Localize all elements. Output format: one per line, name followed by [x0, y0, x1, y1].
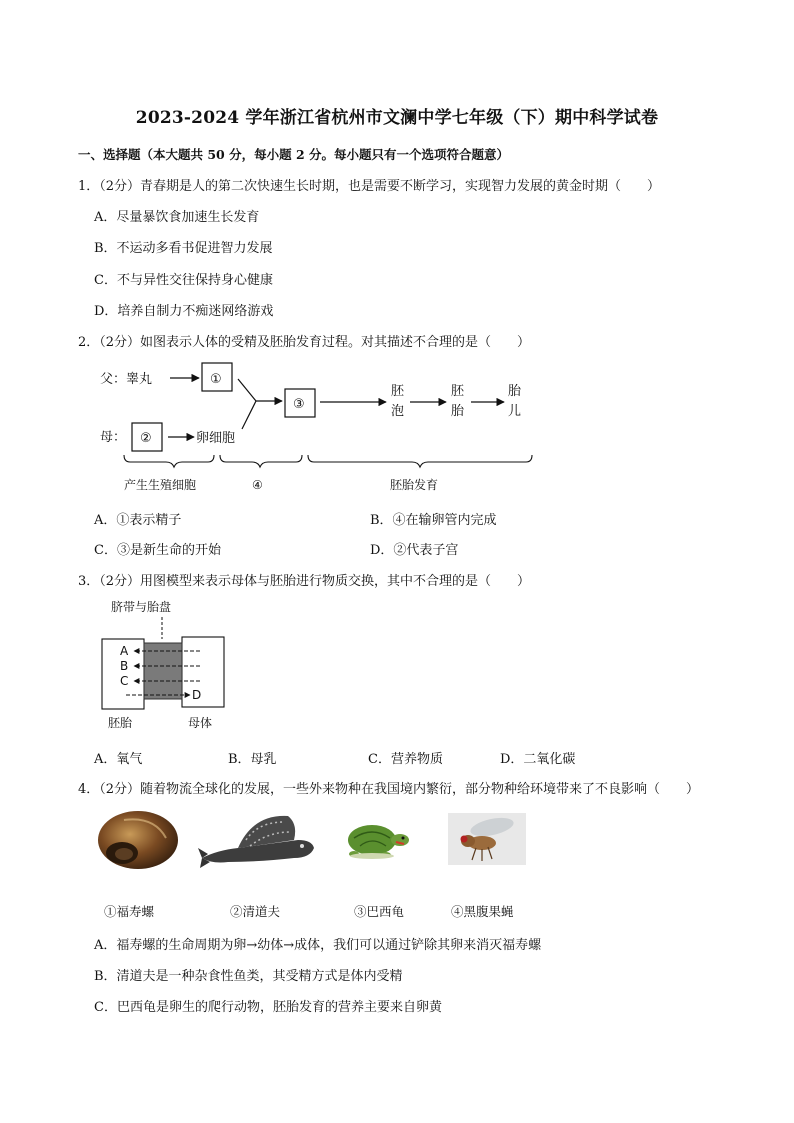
red-eared-slider-image	[340, 818, 410, 864]
fetus-label-1: 胎	[508, 384, 522, 399]
fetus-label-2: 儿	[508, 404, 522, 419]
question-3-option-a[interactable]: A．氧气	[94, 752, 143, 767]
label-c: C	[120, 674, 129, 688]
caption-slider: ③巴西龟	[354, 904, 405, 919]
embryo-label: 胚胎	[108, 716, 133, 730]
question-1-option-a[interactable]: A．尽量暴饮食加速生长发育	[94, 210, 260, 225]
father-label: 父：睾丸	[100, 372, 153, 387]
question-2-option-a[interactable]: A．①表示精子	[94, 513, 182, 528]
section-heading: 一、选择题（本大题共 50 分，每小题 2 分。每小题只有一个选项符合题意）	[78, 147, 510, 162]
label-d: D	[192, 688, 202, 702]
caption-apple-snail: ①福寿螺	[104, 904, 155, 919]
brace-2	[220, 455, 302, 467]
brace-2-label: ④	[252, 478, 263, 492]
question-2-stem: 2．（2分）如图表示人体的受精及胚胎发育过程。对其描述不合理的是（ ）	[78, 335, 531, 350]
apple-snail-image	[94, 808, 184, 874]
question-3-options	[94, 748, 694, 767]
label-a: A	[120, 644, 129, 658]
mother-label: 母：	[100, 430, 127, 445]
question-3-option-d[interactable]: D．二氧化碳	[500, 752, 576, 767]
brace-3	[308, 455, 532, 467]
mother-box	[182, 637, 224, 707]
fruit-fly-image	[448, 813, 526, 865]
box-3-label: ③	[293, 397, 305, 412]
pleco-fish-image	[198, 810, 318, 868]
box-2-label: ②	[140, 431, 152, 446]
question-3-option-c[interactable]: C．营养物质	[368, 752, 443, 767]
fertilization-diagram	[94, 355, 554, 500]
page-title: 2023-2024 学年浙江省杭州市文澜中学七年级（下）期中科学试卷	[135, 108, 659, 128]
question-2-option-c[interactable]: C．③是新生命的开始	[94, 543, 221, 558]
box-1-label: ①	[210, 372, 222, 387]
umbilical-label: 脐带与胎盘	[111, 600, 172, 614]
question-2-option-d[interactable]: D．②代表子宫	[370, 543, 459, 558]
label-b: B	[120, 659, 129, 673]
embryo-label-2: 胎	[451, 404, 465, 419]
embryo-bubble-label-2: 泡	[391, 404, 405, 419]
egg-label: 卵细胞	[196, 431, 236, 446]
question-1-stem: 1．（2分）青春期是人的第二次快速生长时期，也是需要不断学习，实现智力发展的黄金时期（ ）	[78, 179, 661, 194]
question-1-option-c[interactable]: C．不与异性交往保持身心健康	[94, 273, 273, 288]
question-1-option-d[interactable]: D．培养自制力不痴迷网络游戏	[94, 304, 274, 319]
question-3-option-b[interactable]: B．母乳	[228, 752, 277, 767]
embryo-label-1: 胚	[451, 384, 465, 399]
question-4-option-b[interactable]: B．清道夫是一种杂食性鱼类，其受精方式是体内受精	[94, 969, 403, 984]
question-1-option-b[interactable]: B．不运动多看书促进智力发展	[94, 241, 273, 256]
brace-1-label: 产生生殖细胞	[124, 478, 197, 492]
embryo-bubble-label-1: 胚	[391, 384, 405, 399]
mother-label: 母体	[188, 716, 213, 730]
question-4-option-c[interactable]: C．巴西龟是卵生的爬行动物，胚胎发育的营养主要来自卵黄	[94, 1000, 442, 1015]
brace-1	[124, 455, 214, 467]
question-3-stem: 3．（2分）用图模型来表示母体与胚胎进行物质交换，其中不合理的是（ ）	[78, 574, 531, 589]
question-4-option-a[interactable]: A．福寿螺的生命周期为卵→幼体→成体，我们可以通过铲除其卵来消灭福寿螺	[94, 938, 542, 953]
question-2-option-b[interactable]: B．④在输卵管内完成	[370, 513, 497, 528]
question-4-stem: 4．（2分）随着物流全球化的发展，一些外来物种在我国境内繁衍，部分物种给环境带来了不良影响（ ）	[78, 782, 700, 797]
caption-pleco: ②清道夫	[230, 904, 281, 919]
brace-3-label: 胚胎发育	[390, 478, 439, 492]
exchange-diagram	[96, 595, 236, 735]
caption-fruit-fly: ④黑腹果蝇	[451, 904, 514, 919]
